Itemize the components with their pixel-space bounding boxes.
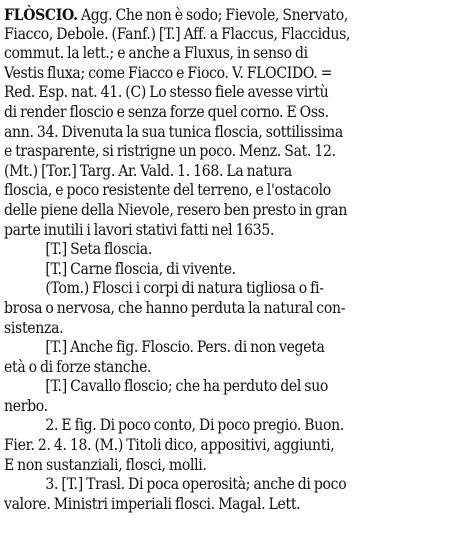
entry-line: di render floscio e senza forze quel corno. E Oss.: [4, 102, 329, 121]
entry-line: e trasparente, si ristrigne un poco. Menz. Sat. 12.: [4, 142, 336, 161]
entry-line: 2. E fig. Di poco conto, Di poco pregio. Buon.: [45, 416, 345, 435]
entry-line: commut. la lett.; e anche a Fluxus, in senso di: [4, 44, 308, 63]
entry-line: [T.] Cavallo floscio; che ha perduto del suo: [45, 377, 329, 396]
entry-line: [T.] Carne floscia, di vivente.: [45, 259, 236, 278]
entry-line: floscia, e poco resistente del terreno, e l'ostacolo: [4, 181, 331, 200]
entry-line: parte inutili i lavori stativi fatti nel 1635.: [4, 220, 275, 239]
entry-line: brosa o nervosa, che hanno perduta la natural con-: [4, 298, 346, 317]
entry-line: Vestis fluxa; come Fiacco e Fioco. V. FLOCIDO. =: [4, 63, 333, 82]
entry-line: [T.] Seta floscia.: [45, 240, 153, 259]
entry-line: [T.] Anche fig. Floscio. Pers. di non vegeta: [45, 338, 325, 357]
entry-line: Fiacco, Debole. (Fanf.) [T.] Aff. a Flaccus, Flaccidus,: [4, 24, 351, 43]
entry-line: età o di forze stanche.: [4, 357, 152, 376]
entry-line: (Mt.) [Tor.] Targ. Ar. Vald. 1. 168. La natura: [4, 161, 292, 180]
entry-line: Fier. 2. 4. 18. (M.) Titoli dico, appositivi, aggiunti,: [4, 436, 335, 455]
entry-line: (Tom.) Flosci i corpi di natura tigliosa o fi-: [45, 279, 324, 298]
dictionary-entry-floscio: [4, 5, 465, 514]
entry-line: FLÒSCIO. Agg. Che non è sodo; Fievole, Snervato,: [4, 5, 349, 24]
entry-line: sistenza.: [4, 318, 64, 337]
entry-line: 3. [T.] Trasl. Di poca operosità; anche di poco: [45, 475, 347, 494]
entry-line: delle piene della Nievole, resero ben presto in gran: [4, 200, 348, 219]
entry-line: valore. Ministri imperiali flosci. Magal. Lett.: [4, 494, 301, 513]
entry-line: ann. 34. Divenuta la sua tunica floscia, sottilissima: [4, 122, 343, 141]
entry-line: nerbo.: [4, 396, 48, 415]
entry-line: E non sustanziali, flosci, molli.: [4, 455, 207, 474]
entry-line: Red. Esp. nat. 41. (C) Lo stesso fiele avesse virtù: [4, 83, 329, 102]
headword: FLÒSCIO.: [4, 5, 78, 24]
